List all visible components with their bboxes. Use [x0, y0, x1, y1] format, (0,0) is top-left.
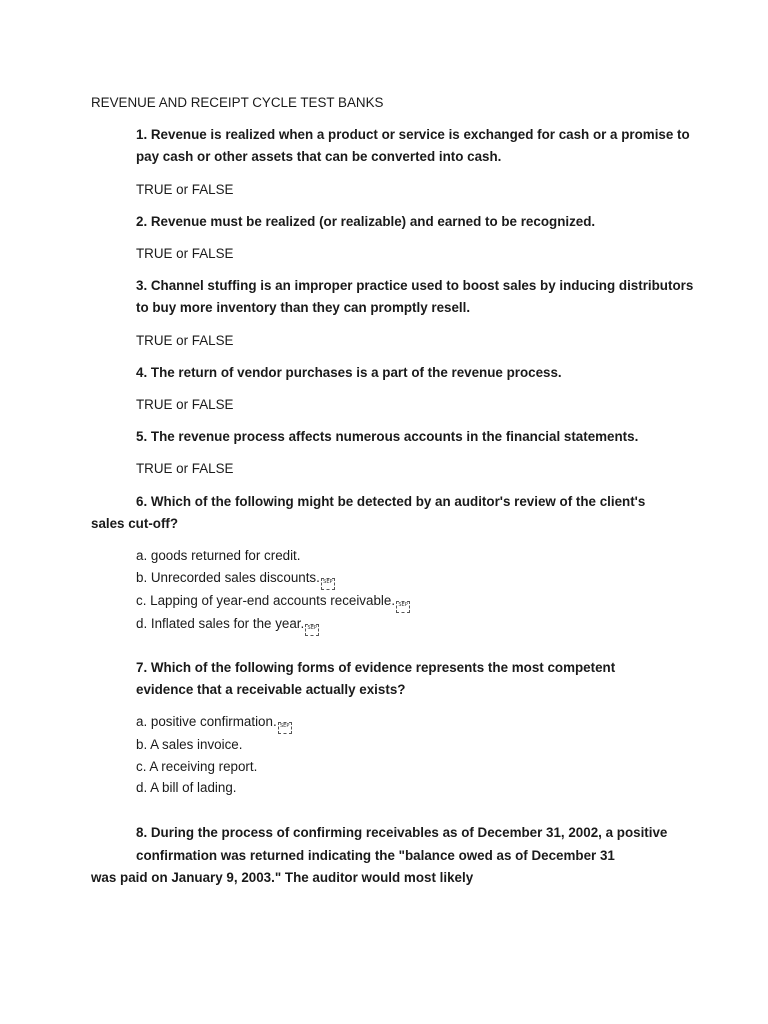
question-7-option-d: d. A bill of lading. [136, 780, 237, 795]
option-text: c. Lapping of year-end accounts receivable. [136, 593, 396, 608]
section-break-icon: SEP [305, 624, 319, 636]
question-2-line-1: 2. Revenue must be realized (or realizable) and earned to be recognized. [136, 214, 596, 229]
option-text: a. positive confirmation. [136, 714, 277, 729]
question-6-option-c [136, 590, 410, 613]
section-break-icon: SEP [278, 722, 292, 734]
question-4-answer: TRUE or FALSE [136, 397, 234, 412]
option-text: d. Inflated sales for the year. [136, 616, 305, 631]
document-title: REVENUE AND RECEIPT CYCLE TEST BANKS [91, 95, 384, 110]
question-1-line-2: pay cash or other assets that can be converted into cash. [136, 149, 502, 164]
question-6-option-a [136, 545, 301, 567]
question-7-option-b: b. A sales invoice. [136, 737, 243, 752]
section-break-icon: SEP [321, 578, 335, 590]
question-8-line-2: confirmation was returned indicating the "balance owed as of December 31 [136, 848, 615, 863]
question-1-answer: TRUE or FALSE [136, 182, 234, 197]
question-3-line-2: to buy more inventory than they can promptly resell. [136, 300, 471, 315]
question-3-line-1: 3. Channel stuffing is an improper practice used to boost sales by inducing distributors [136, 278, 694, 293]
question-7-line-2: evidence that a receivable actually exists? [136, 682, 406, 697]
section-break-icon: SEP [396, 601, 410, 613]
option-text: b. Unrecorded sales discounts. [136, 570, 320, 585]
question-7-line-1: 7. Which of the following forms of evidence represents the most competent [136, 660, 616, 675]
question-7-option-a [136, 711, 292, 734]
question-8-line-1: 8. During the process of confirming receivables as of December 31, 2002, a positive [136, 825, 668, 840]
question-3-answer: TRUE or FALSE [136, 333, 234, 348]
question-6-line-1: 6. Which of the following might be detected by an auditor's review of the client's [136, 494, 646, 509]
option-text: a. goods returned for credit. [136, 548, 301, 563]
question-6-line-2: sales cut-off? [91, 516, 179, 531]
question-5-answer: TRUE or FALSE [136, 461, 234, 476]
question-1-line-1: 1. Revenue is realized when a product or service is exchanged for cash or a promise to [136, 127, 690, 142]
question-8-line-3: was paid on January 9, 2003." The auditor would most likely [91, 870, 474, 885]
question-7-option-c: c. A receiving report. [136, 759, 258, 774]
question-6-option-b [136, 567, 335, 590]
question-5-line-1: 5. The revenue process affects numerous accounts in the financial statements. [136, 429, 639, 444]
question-6-option-d [136, 613, 319, 636]
question-2-answer: TRUE or FALSE [136, 246, 234, 261]
question-4-line-1: 4. The return of vendor purchases is a part of the revenue process. [136, 365, 562, 380]
